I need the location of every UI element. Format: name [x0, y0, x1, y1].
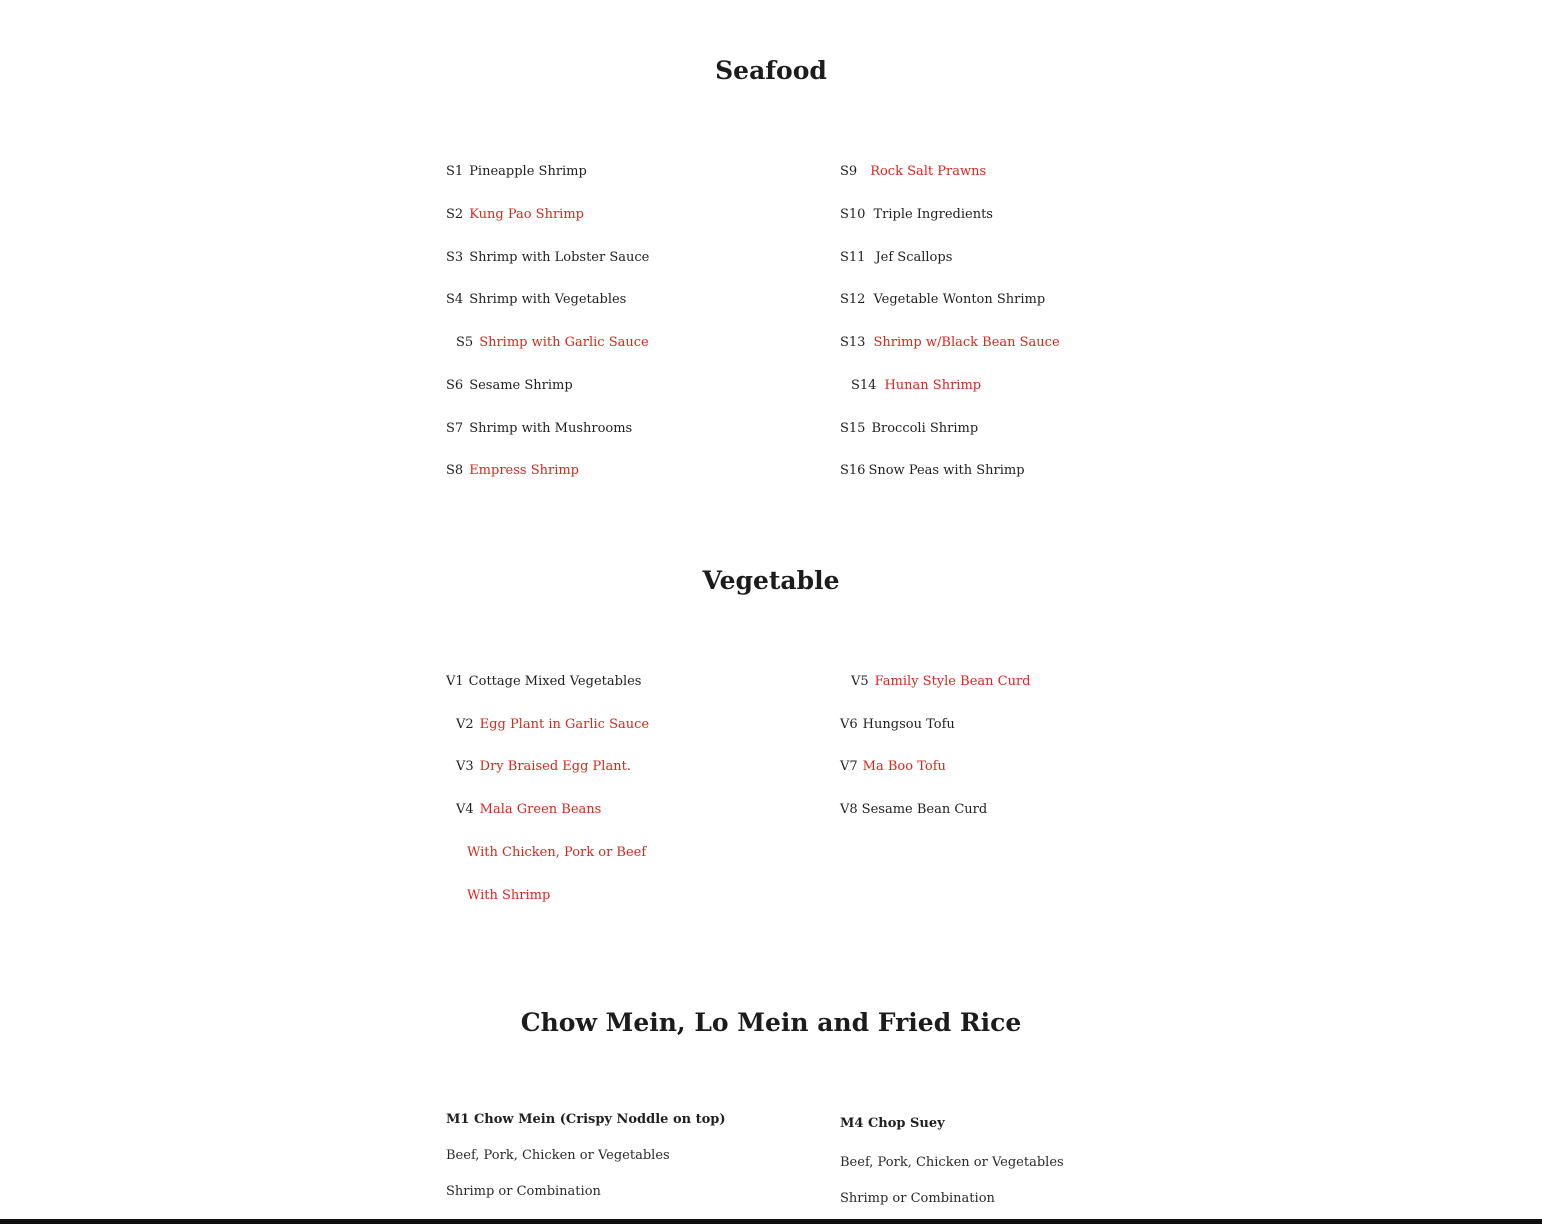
item-code: S8 [446, 463, 464, 478]
item-name: Vegetable Wonton Shrimp [873, 292, 1046, 307]
item-name[interactable]: Family Style Bean Curd [874, 674, 1031, 689]
item-code: V1 [446, 674, 464, 689]
menu-item-s13[interactable] [840, 334, 1060, 352]
item-code: S11 [840, 250, 866, 265]
item-name: Hungsou Tofu [862, 717, 955, 732]
item-code: V2 [456, 717, 474, 732]
item-name[interactable]: Hunan Shrimp [884, 378, 982, 393]
item-name[interactable]: Rock Salt Prawns [870, 164, 987, 179]
item-name: Jef Scallops [875, 250, 953, 265]
item-code: S3 [446, 250, 464, 265]
item-name[interactable]: Shrimp with Garlic Sauce [479, 335, 649, 350]
item-code: V6 [840, 717, 858, 732]
item-name: Triple Ingredients [873, 207, 993, 222]
menu-item-s15 [840, 420, 978, 438]
item-name: Sesame Shrimp [469, 378, 573, 393]
item-code: S4 [446, 292, 464, 307]
menu-item-v8 [840, 801, 987, 819]
item-code: V3 [456, 759, 474, 774]
menu-item-s9[interactable] [840, 163, 986, 181]
item-name[interactable]: Kung Pao Shrimp [469, 207, 584, 222]
bottom-bar [0, 1219, 1542, 1224]
menu-item-s16 [840, 462, 1025, 480]
item-name: Shrimp with Lobster Sauce [469, 250, 650, 265]
section-title-seafood: Seafood [715, 56, 827, 85]
item-code: S9 [840, 164, 858, 179]
item-code: S12 [840, 292, 866, 307]
menu-item-s8[interactable] [446, 462, 579, 480]
item-code: S5 [456, 335, 474, 350]
item-code: S7 [446, 421, 464, 436]
menu-item-v7[interactable] [840, 758, 946, 776]
item-code: V8 [840, 802, 858, 817]
item-code: S6 [446, 378, 464, 393]
menu-option-v4-chicken-pork-beef[interactable]: With Chicken, Pork or Beef [467, 845, 647, 860]
menu-option-m4-meat: Beef, Pork, Chicken or Vegetables [840, 1155, 1064, 1170]
menu-item-s11 [840, 249, 952, 267]
item-name: Sesame Bean Curd [861, 802, 988, 817]
menu-item-s4 [446, 291, 626, 309]
menu-item-s2[interactable] [446, 206, 584, 224]
item-name: Shrimp with Vegetables [469, 292, 627, 307]
item-name: Snow Peas with Shrimp [868, 463, 1025, 478]
item-name[interactable]: Mala Green Beans [479, 802, 602, 817]
menu-item-v4[interactable] [456, 801, 601, 819]
item-name: Cottage Mixed Vegetables [468, 674, 642, 689]
menu-item-s3 [446, 249, 649, 267]
item-name: Pineapple Shrimp [469, 164, 587, 179]
item-name[interactable]: Empress Shrimp [469, 463, 580, 478]
menu-item-s10 [840, 206, 993, 224]
item-code: V7 [840, 759, 858, 774]
item-code: S10 [840, 207, 866, 222]
item-code: S15 [840, 421, 866, 436]
menu-option-m1-shrimp: Shrimp or Combination [446, 1184, 601, 1199]
item-code: S13 [840, 335, 866, 350]
menu-item-v2[interactable] [456, 716, 649, 734]
item-name[interactable]: Egg Plant in Garlic Sauce [479, 717, 650, 732]
menu-heading-m4: M4 Chop Suey [840, 1116, 945, 1131]
menu-item-s1 [446, 163, 587, 181]
item-code: V5 [851, 674, 869, 689]
menu-item-v3[interactable] [456, 758, 631, 776]
menu-item-v6 [840, 716, 955, 734]
menu-item-v1 [446, 673, 641, 691]
item-code: V4 [456, 802, 474, 817]
menu-item-s7 [446, 420, 632, 438]
menu-option-m1-meat: Beef, Pork, Chicken or Vegetables [446, 1148, 670, 1163]
menu-option-v4-shrimp[interactable]: With Shrimp [467, 888, 551, 903]
item-code: S2 [446, 207, 464, 222]
section-title-vegetable: Vegetable [702, 566, 840, 595]
menu-item-s14[interactable] [851, 377, 981, 395]
menu-item-s12 [840, 291, 1045, 309]
menu-heading-m1: M1 Chow Mein (Crispy Noddle on top) [446, 1112, 726, 1127]
section-title-noodles: Chow Mein, Lo Mein and Fried Rice [520, 1008, 1022, 1037]
item-name[interactable]: Shrimp w/Black Bean Sauce [873, 335, 1060, 350]
item-code: S1 [446, 164, 464, 179]
item-name: Shrimp with Mushrooms [469, 421, 633, 436]
menu-item-v5[interactable] [851, 673, 1031, 691]
item-code: S14 [851, 378, 877, 393]
item-code: S16 [840, 463, 866, 478]
menu-item-s6 [446, 377, 573, 395]
item-name[interactable]: Ma Boo Tofu [862, 759, 946, 774]
menu-option-m4-shrimp: Shrimp or Combination [840, 1191, 995, 1206]
item-name[interactable]: Dry Braised Egg Plant. [479, 759, 631, 774]
item-name: Broccoli Shrimp [871, 421, 979, 436]
menu-item-s5[interactable] [456, 334, 649, 352]
